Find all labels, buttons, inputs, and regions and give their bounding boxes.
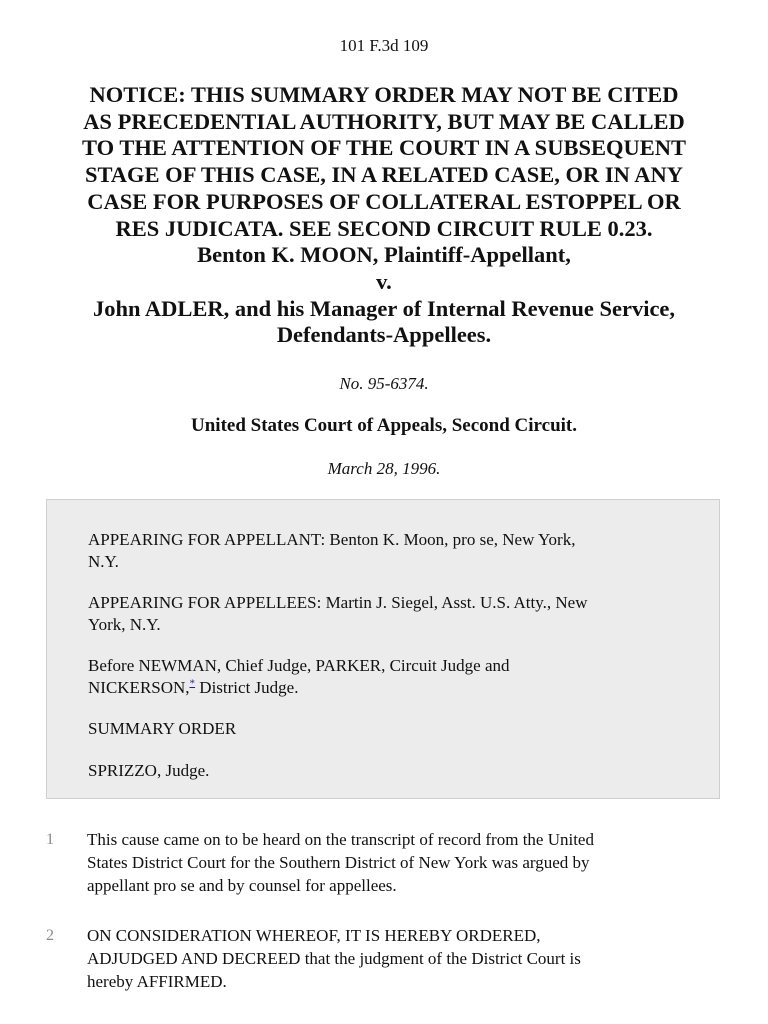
notice-line: CASE FOR PURPOSES OF COLLATERAL ESTOPPEL OR [87,188,681,214]
judge-title: District Judge. [195,678,299,697]
paragraph-line: appellant pro se and by counsel for appellees. [87,876,397,895]
appellees-counsel-line: APPEARING FOR APPELLEES: Martin J. Siegel, Asst. U.S. Atty., New [88,593,588,612]
notice-line: AS PRECEDENTIAL AUTHORITY, BUT MAY BE CALLED [83,108,685,134]
court-name: United States Court of Appeals, Second Circuit. [191,415,577,436]
judge-name: NICKERSON, [88,678,190,697]
defendant-role: Defendants-Appellees. [276,322,492,348]
summary-order-label: SUMMARY ORDER [88,719,237,738]
decision-date: March 28, 1996. [327,459,441,478]
notice-line: TO THE ATTENTION OF THE COURT IN A SUBSEQUENT [82,135,686,161]
notice-line: RES JUDICATA. SEE SECOND CIRCUIT RULE 0.23. [115,215,653,241]
case-citation: 101 F.3d 109 [339,36,429,55]
paragraph-line: ON CONSIDERATION WHEREOF, IT IS HEREBY ORDERED, [87,926,541,945]
appellant-counsel-line: APPEARING FOR APPELLANT: Benton K. Moon, pro se, New York, [88,530,576,549]
paragraph-number: 1 [46,831,54,848]
panel-judges-line [88,677,298,699]
notice-line: NOTICE: THIS SUMMARY ORDER MAY NOT BE CITED [89,82,679,107]
paragraph-line: States District Court for the Southern District of New York was argued by [87,853,590,872]
footnote-link[interactable]: * [189,677,196,690]
panel-judges-line: Before NEWMAN, Chief Judge, PARKER, Circuit Judge and [88,656,510,675]
defendant-name: John ADLER, and his Manager of Internal Revenue Service, [92,295,676,321]
paragraph-line: ADJUDGED AND DECREED that the judgment of the District Court is [87,949,581,968]
authoring-judge: SPRIZZO, Judge. [88,761,210,780]
paragraph-line: This cause came on to be heard on the transcript of record from the United [87,830,594,849]
paragraph-number: 2 [46,927,54,944]
docket-number: No. 95-6374. [339,374,429,393]
plaintiff-name: Benton K. MOON, Plaintiff-Appellant, [197,242,571,268]
paragraph-line: hereby AFFIRMED. [87,972,227,991]
appellees-counsel-line: York, N.Y. [88,615,161,634]
notice-line: STAGE OF THIS CASE, IN A RELATED CASE, OR IN ANY [84,162,684,188]
case-notice-title [30,82,738,349]
counsel-info-box [46,499,720,799]
appellant-counsel-line: N.Y. [88,552,119,571]
versus-label: v. [376,268,392,294]
